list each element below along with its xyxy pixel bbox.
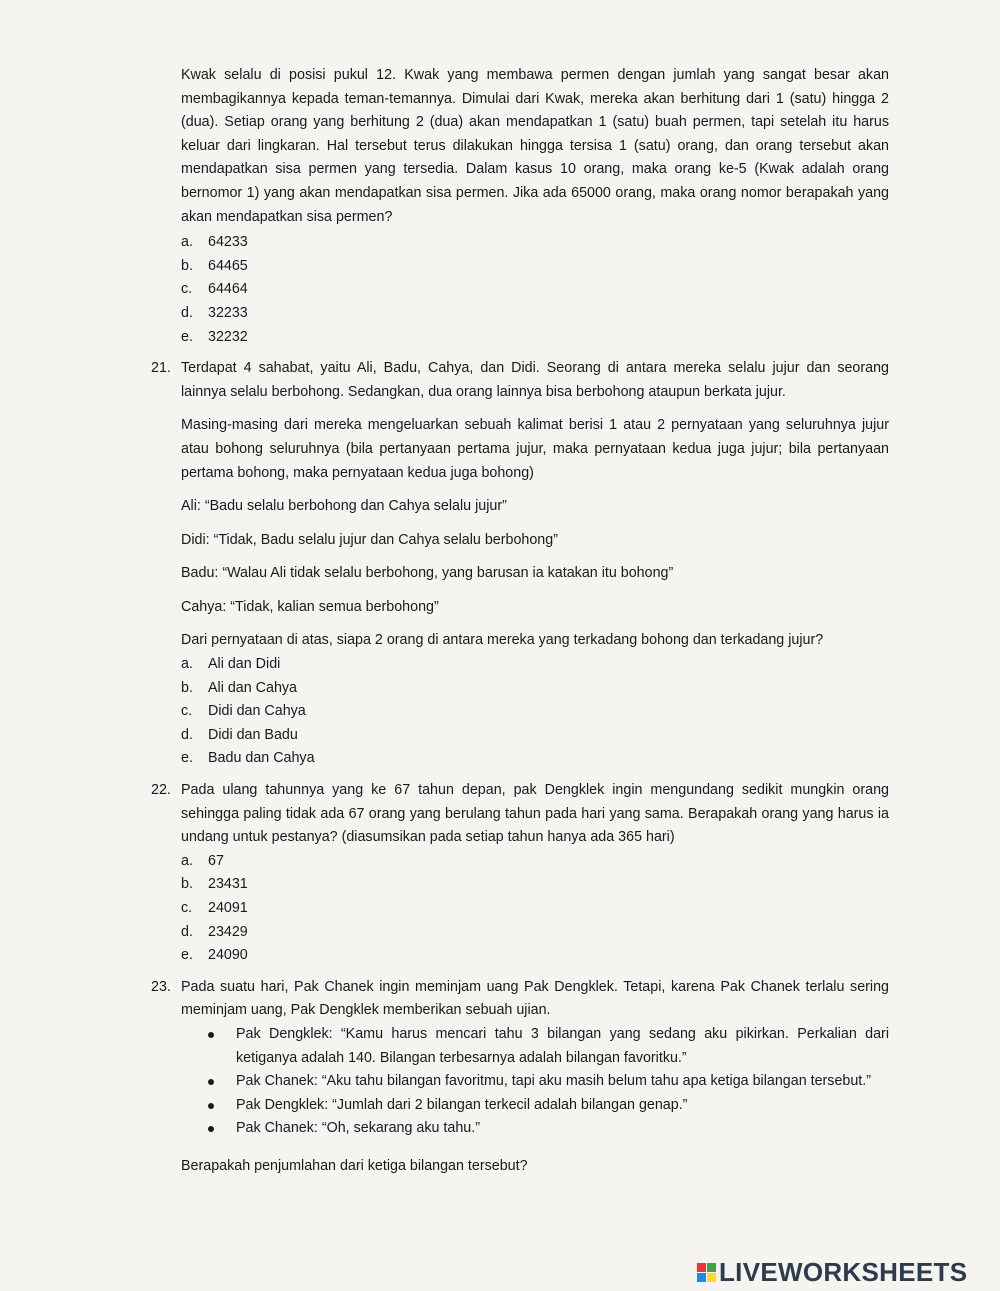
q22-number: 22. bbox=[151, 782, 171, 799]
liveworksheets-logo bbox=[697, 1258, 967, 1286]
q21-statement-badu: Badu: “Walau Ali tidak selalu berbohong, yang barusan ia katakan itu bohong” bbox=[181, 565, 674, 582]
q20-option-b[interactable]: b. 64465 bbox=[181, 257, 248, 274]
q21-option-a[interactable]: a. Ali dan Didi bbox=[181, 656, 281, 673]
q23-dialogue-item: Pak Dengklek: “Kamu harus mencari tahu 3 bilangan yang sedang aku pikirkan. Perkalian dari ketiganya adalah 140. Bilangan terbesarnya adalah bilangan favoritku.” bbox=[181, 1023, 889, 1070]
q23-dialogue-item: Pak Dengklek: “Jumlah dari 2 bilangan terkecil adalah bilangan genap.” bbox=[181, 1094, 889, 1118]
q23-dialogue-item: Pak Chanek: “Oh, sekarang aku tahu.” bbox=[181, 1117, 889, 1141]
q21-statement-didi: Didi: “Tidak, Badu selalu jujur dan Cahya selalu berbohong” bbox=[181, 531, 558, 548]
q21-options bbox=[181, 653, 889, 771]
q22-paragraph: Pada ulang tahunnya yang ke 67 tahun depan, pak Dengklek ingin mengundang sedikit mungkin orang sehingga paling tidak ada 67 orang yang berulang tahun pada hari yang sama. Berapakah orang yang harus ia undang untuk pestanya? (diasumsikan pada setiap tahun hanya ada 365 hari) bbox=[181, 782, 889, 846]
worksheet-content bbox=[151, 64, 889, 1179]
question-23 bbox=[151, 976, 889, 1179]
q20-options bbox=[181, 231, 889, 349]
q21-statement-ali: Ali: “Badu selalu berbohong dan Cahya selalu jujur” bbox=[181, 498, 507, 515]
q22-option-a[interactable]: a. 67 bbox=[181, 852, 224, 869]
q20-option-c[interactable]: c. 64464 bbox=[181, 281, 248, 298]
liveworksheets-logo-icon bbox=[697, 1263, 716, 1282]
q23-dialogue-item: Pak Chanek: “Aku tahu bilangan favoritmu, tapi aku masih belum tahu apa ketiga bilangan tersebut.” bbox=[181, 1070, 889, 1094]
q23-intro: Pada suatu hari, Pak Chanek ingin meminjam uang Pak Dengklek. Tetapi, karena Pak Chanek terlalu sering meminjam uang, Pak Dengklek memberikan sebuah ujian. bbox=[181, 978, 889, 1019]
q21-option-c[interactable]: c. Didi dan Cahya bbox=[181, 703, 306, 720]
question-21 bbox=[151, 357, 889, 771]
q20-paragraph: Kwak selalu di posisi pukul 12. Kwak yang membawa permen dengan jumlah yang sangat besar akan membagikannya kepada teman-temannya. Dimulai dari Kwak, mereka akan berhitung dari 1 (satu) hingga 2 (dua). Setiap orang yang berhitung 2 (dua) akan mendapatkan 1 (satu) buah permen, tapi setelah itu harus keluar dari lingkaran. Hal tersebut terus dilakukan hingga tersisa 1 (satu) orang, dan orang tersebut akan mendapatkan sisa permen yang tersedia. Dalam kasus 10 orang, maka orang ke-5 (Kwak adalah orang bernomor 1) yang akan mendapatkan sisa permen. Jika ada 65000 orang, maka orang nomor berapakah yang akan mendapatkan sisa permen? bbox=[181, 67, 889, 225]
q22-option-e[interactable]: e. 24090 bbox=[181, 947, 248, 964]
q20-option-e[interactable]: e. 32232 bbox=[181, 328, 248, 345]
q20-option-a[interactable]: a. 64233 bbox=[181, 234, 248, 251]
bullet-icon bbox=[208, 1079, 214, 1085]
q22-options bbox=[181, 850, 889, 968]
question-22 bbox=[151, 779, 889, 968]
bullet-icon bbox=[208, 1032, 214, 1038]
q21-option-d[interactable]: d. Didi dan Badu bbox=[181, 726, 298, 743]
q21-intro: Terdapat 4 sahabat, yaitu Ali, Badu, Cahya, dan Didi. Seorang di antara mereka selalu jujur dan seorang lainnya selalu berbohong. Sedangkan, dua orang lainnya bisa berbohong ataupun berkata jujur. bbox=[181, 360, 889, 400]
q21-option-b[interactable]: b. Ali dan Cahya bbox=[181, 679, 298, 696]
q22-option-b[interactable]: b. 23431 bbox=[181, 876, 248, 893]
q21-statement-cahya: Cahya: “Tidak, kalian semua berbohong” bbox=[181, 598, 439, 615]
q21-option-e[interactable]: e. Badu dan Cahya bbox=[181, 750, 315, 767]
q21-rule: Masing-masing dari mereka mengeluarkan sebuah kalimat berisi 1 atau 2 pernyataan yang seluruhnya jujur atau bohong seluruhnya (bila pertanyaan pertama jujur, maka pernyataan kedua juga jujur; bila pertanyaan pertama bohong, maka pernyataan kedua juga bohong) bbox=[181, 417, 889, 481]
q22-option-c[interactable]: c. 24091 bbox=[181, 900, 248, 916]
liveworksheets-logo-text: LIVEWORKSHEETS bbox=[719, 1256, 968, 1287]
q20-option-d[interactable]: d. 32233 bbox=[181, 304, 248, 321]
q21-question: Dari pernyataan di atas, siapa 2 orang di antara mereka yang terkadang bohong dan terkadang jujur? bbox=[181, 632, 824, 649]
q22-option-d[interactable]: d. 23429 bbox=[181, 923, 248, 940]
bullet-icon bbox=[208, 1103, 214, 1109]
q23-question: Berapakah penjumlahan dari ketiga bilangan tersebut? bbox=[181, 1157, 528, 1174]
bullet-icon bbox=[208, 1126, 214, 1132]
q21-number: 21. bbox=[151, 360, 171, 377]
q23-dialogue bbox=[181, 1023, 889, 1141]
q23-number: 23. bbox=[151, 978, 171, 995]
